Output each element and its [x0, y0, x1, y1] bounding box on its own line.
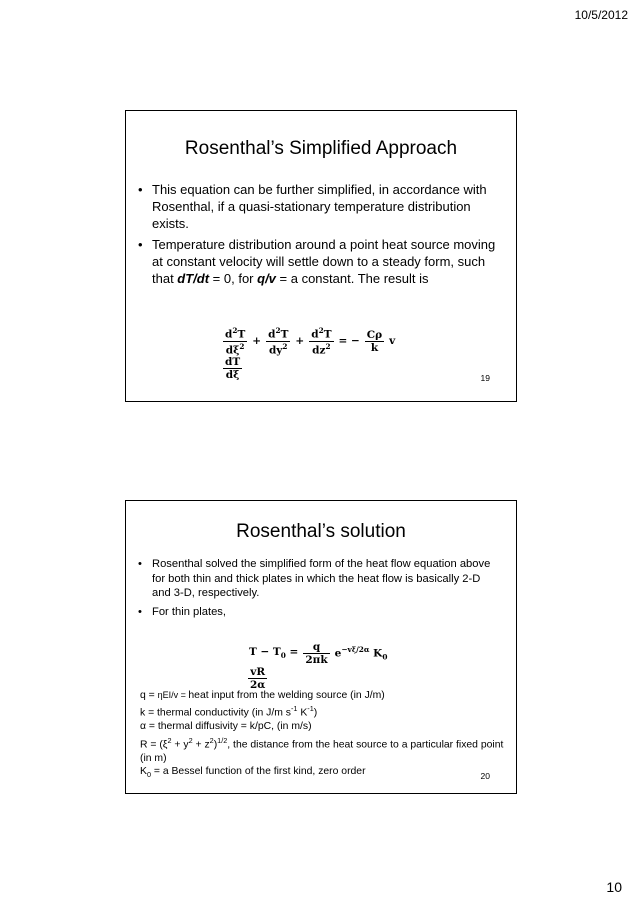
- bullet-text: For thin plates,: [152, 605, 226, 618]
- def-label: q =: [140, 690, 158, 701]
- bullet-item: [138, 557, 498, 601]
- bullet-text: = 0, for: [209, 271, 258, 286]
- def-text: k = thermal conductivity (in J/m s: [140, 707, 291, 719]
- def-text: = a Bessel function of the first kind, zero order: [150, 765, 366, 777]
- bullet-text: Rosenthal solved the simplified form of the heat flow equation above for both thin and thick plates in which the heat flow is basically 2-D and 3-D, respectively.: [152, 558, 491, 599]
- thin-plate-equation: $T - T_0$ = $\frac{q}{2\pi k}$ $e^{-v\xi/2\alpha}$ $K_0$ $\frac{vR}{2\alpha}$: [249, 641, 388, 691]
- slide-19: [125, 110, 517, 402]
- bullet-item: [138, 181, 498, 232]
- def-k: k = thermal conductivity (in J/m $s^{-1}$ $K^{-1}$): [140, 704, 318, 719]
- bullet-text: This equation can be further simplified, in accordance with Rosenthal, if a quasi-stationary temperature distribution exists.: [152, 182, 487, 231]
- bullet-item: [138, 236, 498, 287]
- def-q: [140, 689, 510, 702]
- dt-emphasis: dT/dt: [177, 271, 210, 286]
- slide-number: 20: [480, 771, 490, 781]
- def-R: $R = (\xi^2 + y^2 + z^2)^{1/2}$, the distance from the heat source to a particular fixed point (in m): [140, 735, 504, 764]
- bullet-list: [138, 557, 498, 623]
- steady-state-equation: $\frac{d^2T}{d\xi^2}$ + $\frac{d^2T}{dy^2}$ + $\frac{d^2T}{dz^2}$ = − $\frac{C\rho}{k}$ v $\frac{dT}{d\xi}$: [225, 326, 396, 381]
- qv-emphasis: q/v: [257, 271, 276, 286]
- def-formula: ηEI/v =: [157, 690, 189, 700]
- slide-title: Rosenthal’s solution: [236, 521, 406, 542]
- slide-number: 19: [480, 373, 490, 383]
- bullet-text: = a constant. The result is: [275, 271, 429, 286]
- slide-20: [125, 500, 517, 794]
- print-date: 10/5/2012: [574, 8, 628, 22]
- def-K0: $K_0 = a$ Bessel function of the first kind, zero order: [140, 765, 366, 780]
- def-alpha: α = thermal diffusivity = k/pC, (in m/s): [140, 721, 312, 733]
- slide-title: Rosenthal’s Simplified Approach: [184, 138, 458, 159]
- bullet-list: [138, 181, 498, 291]
- def-text: heat input from the welding source (in J/m): [188, 690, 385, 701]
- def-text: , the distance from the heat source to a particular fixed point (in m): [140, 739, 504, 764]
- def-text: R = (ξ: [140, 739, 168, 751]
- variable-definitions: [140, 689, 510, 781]
- bullet-item: [138, 605, 498, 620]
- page-number: 10: [606, 879, 622, 895]
- bullet-text: Temperature distribution around a point heat source moving at constant velocity will settle down to a steady form, such that: [152, 237, 496, 286]
